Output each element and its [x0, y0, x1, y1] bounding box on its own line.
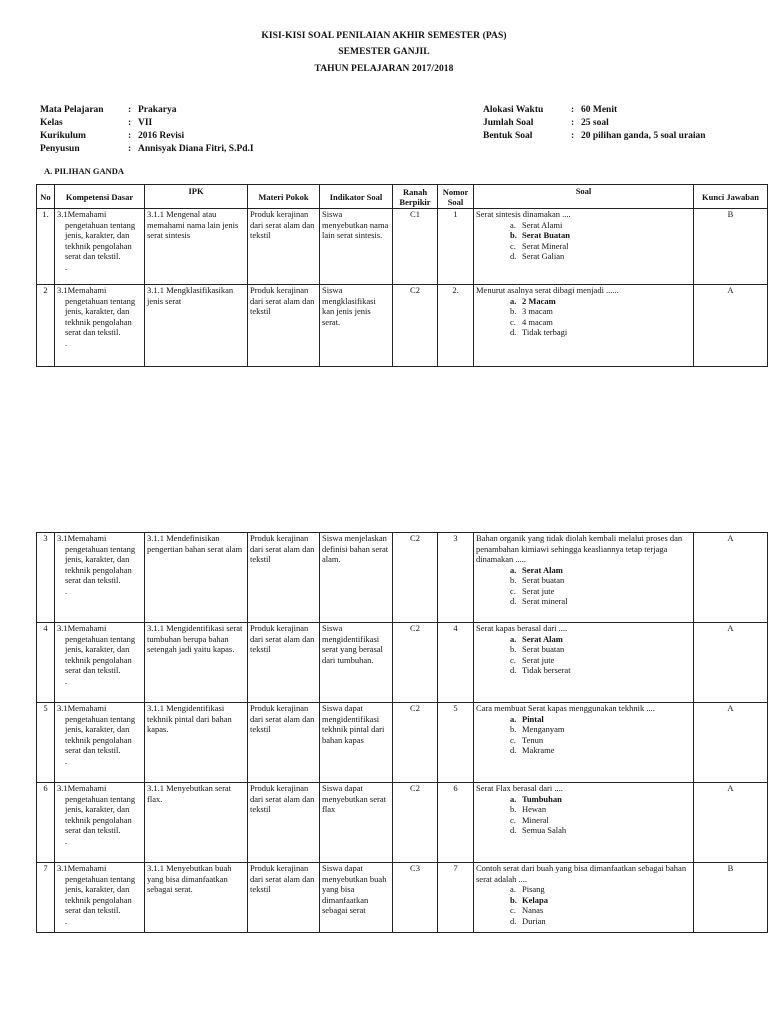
option-letter: c. [510, 240, 516, 251]
option-text: Serat Alam [522, 633, 563, 644]
meta-alokasi-waktu [483, 104, 706, 117]
cell-indikator-soal: Siswa dapat menyebutkan buah yang bisa dimanfaatkan sebagai serat [320, 863, 393, 933]
kd-dot: . [65, 675, 68, 686]
cell-kompetensi-dasar [55, 783, 145, 863]
meta-separator: : [571, 118, 575, 128]
column-header-soal: Soal [474, 185, 694, 209]
option-letter: c. [510, 905, 516, 915]
meta-value: 60 Menit [581, 105, 618, 115]
answer-option [476, 230, 691, 241]
option-letter: d. [510, 825, 517, 835]
option-letter: b. [510, 306, 517, 316]
cell-nomor-soal: 3 [438, 533, 474, 623]
cell-kompetensi-dasar [55, 285, 145, 367]
option-text: Tidak berserat [522, 665, 571, 675]
cell-materi-pokok: Produk kerajinan dari serat alam dan tekstil [248, 783, 320, 863]
cell-materi-pokok: Produk kerajinan dari serat alam dan tekstil [248, 703, 320, 783]
option-text: Serat Alami [522, 219, 563, 230]
cell-no: 2 [37, 285, 55, 367]
meta-kelas [40, 117, 254, 130]
option-letter: d. [510, 327, 517, 337]
option-letter: b. [510, 724, 517, 734]
cell-indikator-soal: Siswa dapat menyebutkan serat flax [320, 783, 393, 863]
table-row [37, 703, 768, 783]
question-text: Serat sintesis dinamakan .... [476, 209, 571, 219]
cell-no: 4 [37, 623, 55, 703]
answer-option [476, 565, 691, 576]
cell-soal [474, 863, 694, 933]
option-letter: b. [510, 894, 517, 905]
option-text: 4 macam [522, 316, 553, 327]
column-header-materi: Materi Pokok [248, 185, 320, 209]
table-header-row [37, 185, 768, 209]
kd-rest: pengetahuan tentang jenis, karakter, dan tekhnik pengolahan serat dan tekstil. [65, 295, 136, 337]
option-letter: d. [510, 915, 517, 926]
cell-kompetensi-dasar [55, 623, 145, 703]
meta-label: Jumlah Soal [483, 118, 534, 128]
cell-kunci-jawaban: B [694, 863, 768, 933]
table-row [37, 783, 768, 863]
answer-option [476, 317, 691, 328]
answer-option [476, 735, 691, 746]
cell-no: 3 [37, 533, 55, 623]
cell-ipk: 3.1.1 Mengidentifikasi serat tumbuhan berupa bahan setengah jadi yaitu kapas. [145, 623, 248, 703]
cell-no: 7 [37, 863, 55, 933]
answer-options [476, 884, 691, 926]
kd-rest: pengetahuan tentang jenis, karakter, dan tekhnik pengolahan serat dan tekstil. [65, 543, 136, 585]
option-letter: a. [510, 219, 516, 230]
kd-dot: . [65, 835, 68, 846]
meta-label: Kelas [40, 118, 63, 128]
meta-value: 20 pilihan ganda, 5 soal uraian [581, 131, 706, 141]
cell-ranah-berpikir: C2 [393, 623, 438, 703]
kd-dot: . [65, 261, 68, 272]
column-header-kd: Kompetensi Dasar [55, 185, 145, 209]
cell-ranah-berpikir: C2 [393, 783, 438, 863]
cell-ipk: 3.1.1 Mengenal atau memahami nama lain jenis serat sintesis [145, 209, 248, 285]
option-text: Makrame [522, 745, 555, 755]
cell-soal [474, 623, 694, 703]
answer-option [476, 804, 691, 815]
option-text: Hewan [522, 804, 547, 814]
cell-kunci-jawaban: A [694, 783, 768, 863]
cell-ranah-berpikir: C2 [393, 533, 438, 623]
kd-rest: pengetahuan tentang jenis, karakter, dan tekhnik pengolahan serat dan tekstil. [65, 219, 136, 261]
cell-soal [474, 783, 694, 863]
answer-option [476, 575, 691, 586]
cell-ranah-berpikir: C1 [393, 209, 438, 285]
cell-ranah-berpikir: C3 [393, 863, 438, 933]
cell-kompetensi-dasar [55, 863, 145, 933]
cell-indikator-soal: Siswa menjelaskan definisi bahan serat alam. [320, 533, 393, 623]
table-row [37, 533, 768, 623]
cell-nomor-soal: 1 [438, 209, 474, 285]
column-header-ranah: Ranah Berpikir [393, 185, 438, 209]
cell-soal [474, 703, 694, 783]
answer-option [476, 220, 691, 231]
cell-ipk: 3.1.1 Mengidentifikasi tekhnik pintal dari bahan kapas. [145, 703, 248, 783]
question-text: Menurut asalnya serat dibagi menjadi ...... [476, 285, 619, 295]
meta-separator: : [128, 118, 132, 128]
option-letter: a. [510, 713, 517, 724]
meta-right [483, 104, 706, 143]
cell-nomor-soal: 7 [438, 863, 474, 933]
option-text: Serat mineral [522, 596, 568, 606]
answer-option [476, 634, 691, 645]
cell-nomor-soal: 5 [438, 703, 474, 783]
answer-option [476, 916, 691, 927]
kd-first: 3.1Memahami [57, 209, 107, 219]
option-text: Menganyam [522, 724, 565, 734]
cell-ipk: 3.1.1 Menyebutkan buah yang bisa dimanfaatkan sebagai serat. [145, 863, 248, 933]
answer-options [476, 794, 691, 836]
question-text: Contoh serat dari buah yang bisa dimanfaatkan sebagai bahan serat adalah .... [476, 863, 687, 884]
cell-materi-pokok: Produk kerajinan dari serat alam dan tekstil [248, 285, 320, 367]
answer-option [476, 884, 691, 895]
kd-first: 3.1Memahami [57, 285, 107, 295]
column-header-ipk: IPK [145, 185, 248, 209]
answer-option [476, 251, 691, 262]
meta-label: Penyusun [40, 144, 80, 154]
answer-options [476, 634, 691, 676]
cell-kunci-jawaban: A [694, 285, 768, 367]
meta-jumlah-soal [483, 117, 706, 130]
meta-kurikulum [40, 130, 254, 143]
option-letter: b. [510, 644, 517, 654]
option-text: Pisang [522, 884, 545, 894]
option-text: Serat jute [522, 585, 555, 596]
answer-option [476, 895, 691, 906]
option-text: Semua Salah [522, 825, 567, 835]
option-text: Kelapa [522, 894, 548, 905]
cell-nomor-soal: 2. [438, 285, 474, 367]
option-letter: d. [510, 596, 517, 606]
answer-option [476, 815, 691, 826]
option-letter: a. [510, 295, 517, 306]
header-title-2: SEMESTER GANJIL [338, 47, 430, 57]
cell-kunci-jawaban: A [694, 623, 768, 703]
meta-mata-pelajaran [40, 104, 254, 117]
option-letter: a. [510, 884, 516, 894]
meta-label: Mata Pelajaran [40, 105, 104, 115]
answer-option [476, 745, 691, 756]
meta-left [40, 104, 254, 156]
answer-option [476, 905, 691, 916]
question-table-1 [36, 184, 768, 367]
cell-materi-pokok: Produk kerajinan dari serat alam dan tekstil [248, 863, 320, 933]
option-letter: b. [510, 230, 517, 240]
meta-label: Alokasi Waktu [483, 105, 544, 115]
answer-option [476, 327, 691, 338]
section-title: A. PILIHAN GANDA [44, 166, 125, 176]
question-text: Serat Flax berasal dari .... [476, 783, 563, 793]
answer-option [476, 241, 691, 252]
meta-value: 25 soal [581, 118, 609, 128]
cell-kompetensi-dasar [55, 533, 145, 623]
question-table-2 [36, 532, 768, 933]
option-text: Serat Galian [522, 251, 565, 261]
meta-separator: : [128, 131, 132, 141]
answer-option [476, 296, 691, 307]
answer-option [476, 644, 691, 655]
option-letter: c. [510, 734, 516, 745]
table-row [37, 863, 768, 933]
kd-dot: . [65, 337, 68, 348]
kd-rest: pengetahuan tentang jenis, karakter, dan tekhnik pengolahan serat dan tekstil. [65, 713, 136, 755]
cell-no: 5 [37, 703, 55, 783]
cell-materi-pokok: Produk kerajinan dari serat alam dan tekstil [248, 533, 320, 623]
answer-option [476, 665, 691, 676]
cell-soal [474, 285, 694, 367]
meta-label: Bentuk Soal [483, 131, 533, 141]
option-text: Serat Alam [522, 564, 563, 575]
option-letter: d. [510, 745, 517, 755]
cell-indikator-soal: Siswa mengidentifikasi serat yang berasal dari tumbuhan. [320, 623, 393, 703]
answer-option [476, 724, 691, 735]
kd-first: 3.1Memahami [57, 863, 107, 873]
column-header-kunci: Kunci Jawaban [694, 185, 768, 209]
meta-separator: : [571, 105, 575, 115]
cell-materi-pokok: Produk kerajinan dari serat alam dan tekstil [248, 209, 320, 285]
answer-option [476, 306, 691, 317]
option-letter: c. [510, 814, 516, 825]
option-letter: c. [510, 585, 516, 596]
cell-ranah-berpikir: C2 [393, 285, 438, 367]
option-text: Serat jute [522, 654, 555, 665]
cell-nomor-soal: 6 [438, 783, 474, 863]
option-text: Nanas [522, 905, 544, 915]
header-title-3: TAHUN PELAJARAN 2017/2018 [314, 64, 454, 74]
option-text: Tenun [522, 734, 544, 745]
cell-no: 6 [37, 783, 55, 863]
option-text: Tidak terbagi [522, 327, 568, 337]
cell-kunci-jawaban: A [694, 533, 768, 623]
option-letter: d. [510, 665, 517, 675]
cell-ipk: 3.1.1 Mengklasifikasikan jenis serat [145, 285, 248, 367]
option-letter: a. [510, 564, 517, 575]
option-text: Pintal [522, 713, 544, 724]
kd-rest: pengetahuan tentang jenis, karakter, dan tekhnik pengolahan serat dan tekstil. [65, 793, 136, 835]
meta-value: VII [138, 118, 153, 128]
table-row [37, 285, 768, 367]
answer-option [476, 655, 691, 666]
cell-indikator-soal: Siswa mengklasifikasi kan jenis jenis serat. [320, 285, 393, 367]
cell-ipk: 3.1.1 Menyebutkan serat flax. [145, 783, 248, 863]
answer-options [476, 714, 691, 756]
table-row [37, 623, 768, 703]
meta-bentuk-soal [483, 130, 706, 143]
answer-options [476, 296, 691, 338]
answer-option [476, 586, 691, 597]
option-letter: c. [510, 654, 516, 665]
cell-soal [474, 209, 694, 285]
kd-dot: . [65, 585, 68, 596]
answer-option [476, 825, 691, 836]
cell-kompetensi-dasar [55, 703, 145, 783]
question-text: Bahan organik yang tidak diolah kembali melalui proses dan penambahan kimiawi sehingga keasliannya tetap terjaga dinamakan ..... [476, 533, 683, 564]
option-text: Serat buatan [522, 644, 565, 654]
kd-dot: . [65, 915, 68, 926]
header-title-1: KISI-KISI SOAL PENILAIAN AKHIR SEMESTER (PAS) [261, 31, 507, 41]
answer-option [476, 794, 691, 805]
column-header-indikator: Indikator Soal [320, 185, 393, 209]
option-letter: b. [510, 804, 517, 814]
option-text: Serat Buatan [522, 230, 570, 240]
option-text: Durian [522, 915, 546, 926]
cell-no: 1. [37, 209, 55, 285]
option-text: Mineral [522, 814, 549, 825]
kd-first: 3.1Memahami [57, 703, 107, 713]
cell-nomor-soal: 4 [438, 623, 474, 703]
cell-ipk: 3.1.1 Mendefinisikan pengertian bahan serat alam [145, 533, 248, 623]
option-letter: d. [510, 251, 517, 261]
meta-value: Prakarya [138, 105, 177, 115]
option-letter: c. [510, 316, 516, 327]
answer-options [476, 220, 691, 262]
meta-label: Kurikulum [40, 131, 86, 141]
option-text: 3 macam [522, 306, 553, 316]
meta-value: Annisyak Diana Fitri, S.Pd.I [138, 144, 254, 154]
option-text: 2 Macam [522, 295, 556, 306]
question-text: Cara membuat Serat kapas menggunakan tekhnik .... [476, 703, 655, 713]
cell-indikator-soal: Siswa dapat mengidentifikasi tekhnik pintal dari bahan kapas [320, 703, 393, 783]
option-text: Tumbuhan [522, 793, 562, 804]
meta-penyusun [40, 143, 254, 156]
cell-kunci-jawaban: B [694, 209, 768, 285]
answer-option [476, 596, 691, 607]
option-letter: a. [510, 633, 517, 644]
meta-separator: : [128, 105, 132, 115]
column-header-nomor: Nomor Soal [438, 185, 474, 209]
kd-rest: pengetahuan tentang jenis, karakter, dan tekhnik pengolahan serat dan tekstil. [65, 633, 136, 675]
option-letter: a. [510, 793, 517, 804]
kd-rest: pengetahuan tentang jenis, karakter, dan tekhnik pengolahan serat dan tekstil. [65, 873, 136, 915]
option-text: Serat buatan [522, 575, 565, 585]
question-text: Serat kapas berasal dari .... [476, 623, 568, 633]
answer-options [476, 565, 691, 607]
option-letter: b. [510, 575, 517, 585]
kd-first: 3.1Memahami [57, 783, 107, 793]
meta-separator: : [571, 131, 575, 141]
kd-dot: . [65, 755, 68, 766]
kd-first: 3.1Memahami [57, 623, 107, 633]
kd-first: 3.1Memahami [57, 533, 107, 543]
meta-value: 2016 Revisi [138, 131, 185, 141]
column-header-no: No [37, 185, 55, 209]
answer-option [476, 714, 691, 725]
cell-soal [474, 533, 694, 623]
cell-ranah-berpikir: C2 [393, 703, 438, 783]
option-text: Serat Mineral [522, 240, 569, 251]
meta-separator: : [128, 144, 132, 154]
cell-indikator-soal: Siswa menyebutkan nama lain serat sintesis. [320, 209, 393, 285]
cell-materi-pokok: Produk kerajinan dari serat alam dan tekstil [248, 623, 320, 703]
cell-kompetensi-dasar [55, 209, 145, 285]
table-row [37, 209, 768, 285]
cell-kunci-jawaban: A [694, 703, 768, 783]
